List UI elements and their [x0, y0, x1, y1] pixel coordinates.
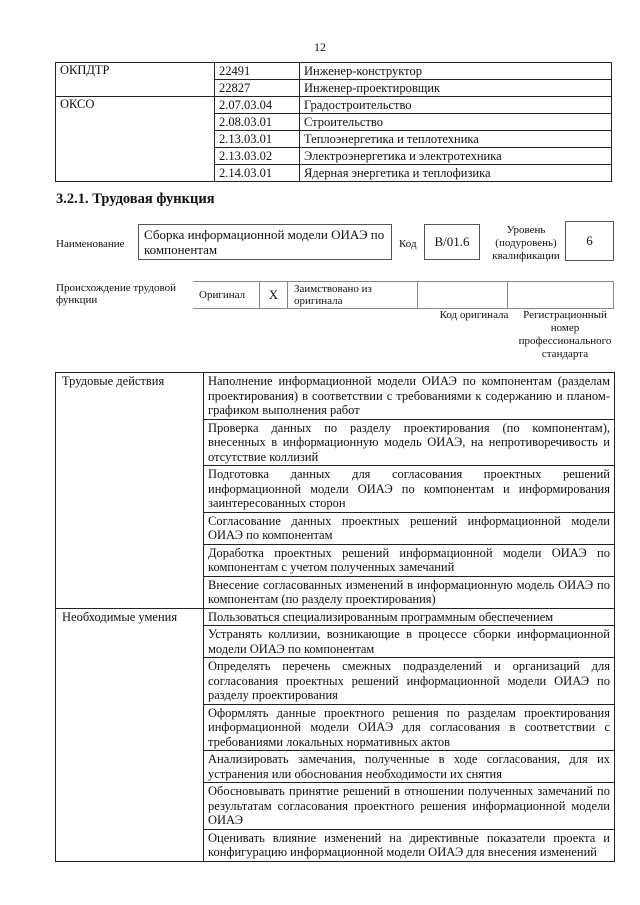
skill-item: Определять перечень смежных подразделений и организаций для согласования проектных решений информационной модели ОИАЭ по разделу проектирования	[204, 658, 615, 705]
skill-item: Оценивать влияние изменений на директивные показатели проекта и конфигурацию информационной модели ОИАЭ для внесения изменений	[204, 829, 615, 861]
code-value: 22827	[215, 80, 300, 97]
page-number: 12	[314, 40, 326, 54]
labor-action-header: Трудовые действия	[56, 373, 204, 609]
code-title: Строительство	[300, 114, 612, 131]
labor-action-item: Согласование данных проектных решений информационной модели ОИАЭ по компонентам	[204, 512, 615, 544]
skill-item: Анализировать замечания, полученные в ходе согласования, для их устранения или обоснования необходимости их снятия	[204, 751, 615, 783]
classifier-codes-table	[55, 62, 612, 182]
skill-item: Обосновывать принятие решений в отношении полученных замечаний по результатам согласования проектного решения информационной модели ОИАЭ	[204, 783, 615, 830]
section-title: 3.2.1. Трудовая функция	[56, 191, 215, 207]
code-title: Ядерная энергетика и теплофизика	[300, 165, 612, 182]
labor-action-item: Проверка данных по разделу проектирования (по компонентам), внесенных в информационную модель ОИАЭ, на непротиворечивость и отсутствие коллизий	[204, 419, 615, 466]
code-title: Инженер-проектировщик	[300, 80, 612, 97]
name-label: Наименование	[56, 238, 125, 250]
labor-action-row	[56, 373, 615, 420]
labor-action-item: Наполнение информационной модели ОИАЭ по компонентам (разделам проектирования) в соответствии с требованиями к содержанию и планом-графиком выполнения работ	[204, 373, 615, 420]
code-value: 2.13.03.01	[215, 131, 300, 148]
code-value: 2.08.03.01	[215, 114, 300, 131]
skill-item: Оформлять данные проектного решения по разделам проектирования информационной модели ОИАЭ для согласования в соответствии с требованиями локальных нормативных актов	[204, 704, 615, 751]
labor-action-item: Доработка проектных решений информационной модели ОИАЭ по компонентам с учетом полученных замечаний	[204, 544, 615, 576]
qualification-level-value: 6	[565, 221, 614, 261]
code-title: Теплоэнергетика и теплотехника	[300, 131, 612, 148]
classifier-name: ОКПДТР	[56, 63, 215, 97]
skill-row	[56, 608, 615, 626]
function-name-value: Сборка информационной модели ОИАЭ по компонентам	[138, 224, 392, 260]
registration-number-caption: Регистрационный номер профессионального стандарта	[518, 309, 612, 360]
function-code-value: B/01.6	[424, 224, 480, 260]
labor-action-item: Подготовка данных для согласования проектных решений информационной модели ОИАЭ по компонентам и информирования заинтересованных сторон	[204, 466, 615, 513]
skill-item: Устранять коллизии, возникающие в процессе сборки информационной модели ОИАЭ по компонентам	[204, 626, 615, 658]
level-label: Уровень (подуровень) квалификации	[492, 224, 560, 262]
skill-header: Необходимые умения	[56, 608, 204, 861]
code-title: Градостроительство	[300, 97, 612, 114]
skill-item: Пользоваться специализированным программным обеспечением	[204, 608, 615, 626]
labor-action-item: Внесение согласованных изменений в информационную модель ОИАЭ по компонентам (по разделу проектирования)	[204, 576, 615, 608]
function-details-table	[55, 372, 615, 862]
code-title: Электроэнергетика и электротехника	[300, 148, 612, 165]
origin-mark: X	[259, 282, 287, 308]
code-value: 2.14.03.01	[215, 165, 300, 182]
code-value: 2.13.03.02	[215, 148, 300, 165]
code-title: Инженер-конструктор	[300, 63, 612, 80]
code-row	[56, 97, 612, 114]
code-row	[56, 63, 612, 80]
origin-code-cell	[417, 282, 507, 308]
origin-label: Происхождение трудовой функции	[56, 282, 177, 306]
origin-row	[193, 281, 614, 309]
origin-borrowed: Заимствовано из оригинала	[287, 282, 417, 308]
code-label: Код	[399, 238, 417, 250]
code-value: 22491	[215, 63, 300, 80]
classifier-name: ОКСО	[56, 97, 215, 182]
origin-reg-cell	[507, 282, 613, 308]
origin-code-caption: Код оригинала	[439, 309, 509, 321]
origin-original: Оригинал	[199, 289, 246, 301]
code-value: 2.07.03.04	[215, 97, 300, 114]
